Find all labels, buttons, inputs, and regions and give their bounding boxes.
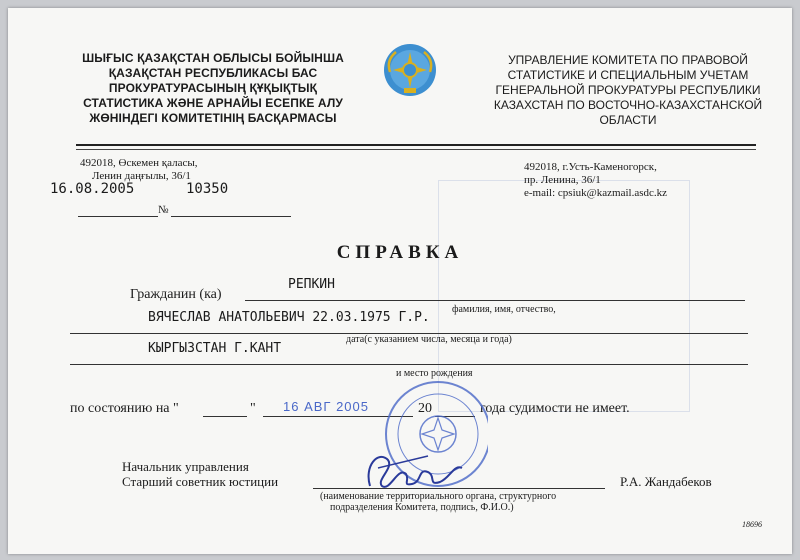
form-code: 18696 <box>742 520 762 529</box>
signatory-position: Начальник управления <box>122 459 249 474</box>
certificate-sheet <box>8 8 792 554</box>
address-kazakh-line2: Ленин даңғылы, 36/1 <box>92 170 191 182</box>
header-divider-thin <box>76 149 756 150</box>
header-russian-line: УПРАВЛЕНИЕ КОМИТЕТА ПО ПРАВОВОЙ <box>508 53 748 67</box>
fio-caption: фамилия, имя, отчество, <box>452 304 556 315</box>
signature-line <box>313 488 605 489</box>
surname-line <box>245 300 745 301</box>
status-day-line <box>203 416 247 417</box>
header-russian-line: ОБЛАСТИ <box>599 113 657 127</box>
birthplace: КЫРГЫЗСТАН Г.КАНТ <box>148 341 282 356</box>
state-emblem-icon <box>382 42 438 98</box>
header-russian-line: СТАТИСТИКЕ И СПЕЦИАЛЬНЫМ УЧЕТАМ <box>507 68 749 82</box>
birthplace-line <box>70 364 748 365</box>
header-russian-line: КАЗАХСТАН ПО ВОСТОЧНО-КАЗАХСТАНСКОЙ <box>493 98 763 112</box>
number-line-left <box>78 216 158 217</box>
header-kazakh <box>68 51 358 126</box>
signature-caption-line1: (наименование территориального органа, структурного <box>320 491 557 502</box>
citizen-name-dob: ВЯЧЕСЛАВ АНАТОЛЬЕВИЧ 22.03.1975 Г.Р. <box>148 310 430 325</box>
header-kazakh-line: ШЫҒЫС ҚАЗАҚСТАН ОБЛЫСЫ БОЙЫНША <box>82 51 344 65</box>
header-kazakh-line: СТАТИСТИКА ЖӘНЕ АРНАЙЫ ЕСЕПКЕ АЛУ <box>83 96 343 110</box>
status-suffix: года судимости не имеет. <box>480 401 630 416</box>
header-kazakh-line: ПРОКУРАТУРАСЫНЫҢ ҚҰҚЫҚТЫҚ <box>108 81 318 95</box>
header-divider <box>76 144 756 146</box>
number-sign: № <box>158 204 169 216</box>
header-kazakh-line: ҚАЗАҚСТАН РЕСПУБЛИКАСЫ БАС <box>108 66 318 80</box>
document-title: СПРАВКА <box>336 242 464 263</box>
signatory-name: Р.А. Жандабеков <box>620 474 712 489</box>
date-stamp: 16 АВГ 2005 <box>283 399 369 414</box>
date-caption: дата(с указанием числа, месяца и года) <box>346 334 512 345</box>
status-quote: " <box>250 401 256 416</box>
registration-number: 10350 <box>186 181 229 197</box>
registration-date: 16.08.2005 <box>50 181 135 197</box>
number-line-right <box>171 216 291 217</box>
address-russian-line2: пр. Ленина, 36/1 <box>524 174 601 186</box>
address-email: e-mail: cpsiuk@kazmail.asdc.kz <box>524 187 667 199</box>
citizen-label: Гражданин (ка) <box>130 287 222 302</box>
address-kazakh-line1: 492018, Өскемен қаласы, <box>80 157 198 169</box>
header-russian <box>478 53 778 128</box>
status-year-prefix: 20 <box>418 401 432 416</box>
birthplace-caption: и место рождения <box>396 368 473 379</box>
signatory-rank: Старший советник юстиции <box>122 474 279 489</box>
header-kazakh-line: ЖӨНІНДЕГІ КОМИТЕТІНІҢ БАСҚАРМАСЫ <box>89 111 337 125</box>
citizen-surname: РЕПКИН <box>288 277 335 292</box>
address-russian-line1: 492018, г.Усть-Каменогорск, <box>524 161 657 173</box>
signature-caption-line2: подразделения Комитета, подпись, Ф.И.О.) <box>330 502 514 513</box>
status-prefix: по состоянию на " <box>70 401 179 416</box>
header-russian-line: ГЕНЕРАЛЬНОЙ ПРОКУРАТУРЫ РЕСПУБЛИКИ <box>495 83 761 97</box>
